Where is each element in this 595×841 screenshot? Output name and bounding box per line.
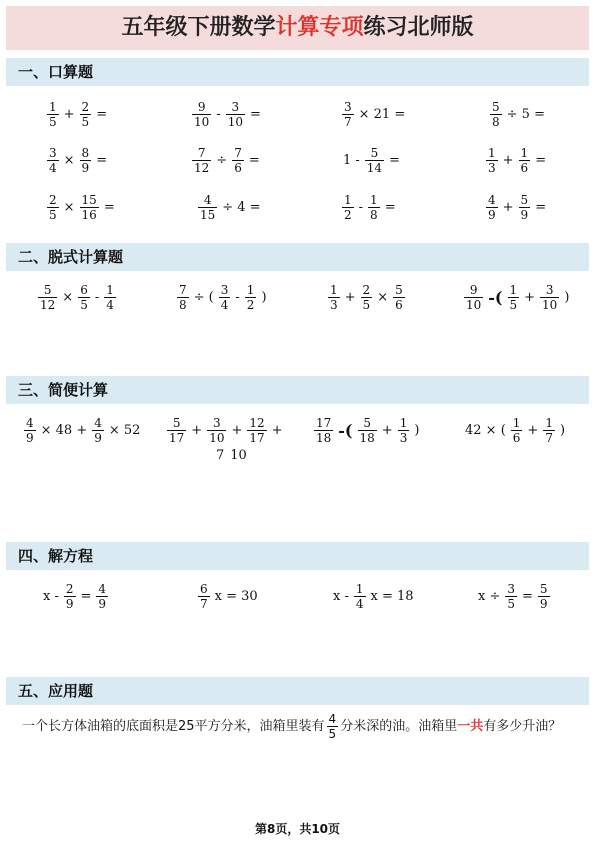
fraction-denominator: 6 xyxy=(520,161,529,175)
fraction-numerator: 5 xyxy=(370,146,379,160)
operator-text: = xyxy=(248,153,260,168)
fraction-numerator: 6 xyxy=(200,582,208,596)
simplify-problem xyxy=(312,416,422,445)
fraction-numerator: 9 xyxy=(197,100,206,114)
fraction-denominator: 3 xyxy=(488,161,496,175)
fraction-numerator: 3 xyxy=(344,100,352,114)
mental-problem xyxy=(45,146,110,175)
fraction-numerator: 1 xyxy=(488,146,496,160)
fraction-numerator: 2 xyxy=(49,193,57,207)
operator-text: + xyxy=(502,153,514,168)
fraction-denominator: 10 xyxy=(209,431,225,445)
fraction-numerator: 1 xyxy=(106,283,114,297)
operator-text: × 52 xyxy=(108,423,141,438)
fraction xyxy=(508,283,520,312)
stepwise-problem xyxy=(326,283,407,312)
operator-text: = xyxy=(249,107,261,122)
fraction-numerator: 1 xyxy=(399,416,408,430)
operator-text: = xyxy=(535,200,547,215)
fraction-denominator: 9 xyxy=(539,597,548,611)
fraction-numerator: 5 xyxy=(520,193,529,207)
fraction-numerator: 2 xyxy=(81,100,90,114)
fraction-numerator: 2 xyxy=(65,582,74,596)
fraction-denominator: 9 xyxy=(26,431,34,445)
fraction xyxy=(207,416,226,445)
fraction-numerator: 6 xyxy=(80,283,88,297)
simplify-problem xyxy=(22,416,143,445)
fraction xyxy=(342,193,354,222)
operator-text: × 21 = xyxy=(358,107,406,122)
fraction xyxy=(328,283,340,312)
mental-problem xyxy=(484,146,549,175)
fraction-numerator: 1 xyxy=(355,582,364,596)
fraction-numerator: 1 xyxy=(545,416,553,430)
fraction-numerator: 4 xyxy=(26,416,34,430)
fraction-numerator: 7 xyxy=(234,146,242,160)
operator-text: -( xyxy=(488,288,503,307)
fraction xyxy=(354,582,366,611)
fraction-denominator: 5 xyxy=(80,298,88,312)
operator-text: 10 xyxy=(230,448,247,463)
fraction-denominator: 3 xyxy=(399,431,408,445)
simplify-problem xyxy=(462,416,568,445)
operator-text: - xyxy=(216,107,221,122)
operator-text: + xyxy=(344,290,356,305)
section-header-equations: 四、解方程 xyxy=(6,542,589,570)
word-problem-text-3: 有多少升油？ xyxy=(483,719,562,734)
operator-text: + xyxy=(63,107,75,122)
operator-text: = xyxy=(96,107,108,122)
fraction xyxy=(342,100,354,129)
page-title xyxy=(6,6,589,50)
section-header-stepwise: 二、脱式计算题 xyxy=(6,243,589,271)
fraction xyxy=(314,416,333,445)
section-header-word-problem: 五、应用题 xyxy=(6,677,589,705)
fraction-denominator: 7 xyxy=(545,431,553,445)
stepwise-problem xyxy=(36,283,118,312)
fraction xyxy=(177,283,189,312)
fraction-denominator: 9 xyxy=(81,161,90,175)
operator-text: ) xyxy=(564,290,570,305)
equation xyxy=(330,582,417,611)
fraction-denominator: 8 xyxy=(492,115,500,129)
fraction-numerator: 2 xyxy=(362,283,371,297)
operator-text: 42 × ( xyxy=(465,423,506,438)
fraction-denominator: 6 xyxy=(234,161,242,175)
fraction-denominator: 7 xyxy=(200,597,208,611)
title-part3: 练习北师版 xyxy=(363,15,474,40)
fraction xyxy=(80,100,92,129)
fraction xyxy=(543,416,555,445)
fraction xyxy=(38,283,57,312)
fraction-numerator: 5 xyxy=(492,100,500,114)
equation xyxy=(475,582,552,611)
fraction-numerator: 17 xyxy=(316,416,332,430)
mental-problem xyxy=(196,193,264,222)
fraction-numerator: 3 xyxy=(545,283,554,297)
operator-text: 1 - xyxy=(343,153,360,168)
fraction-denominator: 18 xyxy=(359,431,375,445)
fraction-denominator: 4 xyxy=(106,298,114,312)
fraction-denominator: 4 xyxy=(49,161,57,175)
fraction-numerator: 3 xyxy=(220,283,229,297)
mental-problem xyxy=(340,193,399,222)
fraction-denominator: 17 xyxy=(169,431,185,445)
fraction xyxy=(47,100,59,129)
fraction-denominator: 9 xyxy=(65,597,74,611)
operator-text: + xyxy=(502,200,514,215)
fraction-numerator: 7 xyxy=(179,283,187,297)
operator-text: × xyxy=(63,153,75,168)
operator-text: × xyxy=(62,290,74,305)
operator-text: ) xyxy=(414,423,420,438)
fraction xyxy=(96,582,108,611)
fraction xyxy=(192,100,211,129)
operator-text: = xyxy=(103,200,115,215)
operator-text: - xyxy=(358,200,364,215)
mental-problem xyxy=(484,193,549,222)
fraction-denominator: 12 xyxy=(40,298,56,312)
fraction-numerator: 5 xyxy=(539,582,548,596)
fraction-denominator: 6 xyxy=(395,298,403,312)
equation xyxy=(40,582,110,611)
operator-text: x = 18 xyxy=(370,589,414,604)
fraction-numerator: 1 xyxy=(246,283,255,297)
operator-text: + xyxy=(231,423,243,438)
operator-text: ÷ 4 = xyxy=(222,200,261,215)
section-header-simplify: 三、简便计算 xyxy=(6,376,589,404)
fraction xyxy=(24,416,36,445)
fraction-numerator: 3 xyxy=(507,582,515,596)
fraction-denominator: 15 xyxy=(200,208,216,222)
fraction-numerator: 1 xyxy=(509,283,518,297)
mental-problem xyxy=(45,193,118,222)
operator-text: + xyxy=(191,423,203,438)
fraction xyxy=(393,283,405,312)
fraction-numerator: 4 xyxy=(328,712,337,726)
fraction xyxy=(361,283,373,312)
operator-text: - xyxy=(235,290,240,305)
operator-text: = xyxy=(535,153,547,168)
fraction-numerator: 3 xyxy=(213,416,221,430)
operator-text: x ÷ xyxy=(478,589,501,604)
fraction xyxy=(398,416,410,445)
fraction xyxy=(247,416,266,445)
fraction xyxy=(540,283,559,312)
fraction-denominator: 16 xyxy=(81,208,97,222)
operator-text: × xyxy=(63,200,75,215)
operator-text: 7 xyxy=(216,448,225,463)
mental-problem xyxy=(340,100,408,129)
operator-text: ) xyxy=(559,423,566,438)
fraction-denominator: 3 xyxy=(330,298,338,312)
fraction xyxy=(538,582,550,611)
fraction xyxy=(219,283,231,312)
stepwise-problem xyxy=(175,283,270,312)
operator-text: × xyxy=(377,290,389,305)
fraction xyxy=(365,146,384,175)
operator-text: ) xyxy=(261,290,267,305)
fraction-denominator: 17 xyxy=(249,431,265,445)
fraction xyxy=(47,146,59,175)
equation xyxy=(196,582,261,611)
fraction-denominator: 10 xyxy=(542,298,558,312)
mental-problem xyxy=(488,100,548,129)
fraction-numerator: 5 xyxy=(172,416,181,430)
operator-text: = xyxy=(522,589,533,604)
fraction-numerator: 4 xyxy=(98,582,107,596)
fraction-denominator: 5 xyxy=(362,298,371,312)
simplify-problem-wrap xyxy=(213,448,250,463)
fraction-numerator: 4 xyxy=(94,416,102,430)
fraction-numerator: 1 xyxy=(520,146,529,160)
fraction xyxy=(64,582,76,611)
fraction-denominator: 2 xyxy=(344,208,352,222)
fraction xyxy=(505,582,517,611)
operator-text: = xyxy=(80,589,92,604)
operator-text: - xyxy=(94,290,100,305)
fraction xyxy=(486,146,498,175)
operator-text: -( xyxy=(338,421,353,440)
fraction-numerator: 5 xyxy=(363,416,371,430)
mental-problem xyxy=(340,146,403,175)
fraction xyxy=(232,146,244,175)
fraction-denominator: 5 xyxy=(81,115,90,129)
word-problem-fraction xyxy=(327,712,339,741)
fraction xyxy=(104,283,116,312)
stepwise-problem xyxy=(462,283,572,312)
operator-text: = xyxy=(96,153,108,168)
fraction-numerator: 3 xyxy=(231,100,240,114)
fraction-denominator: 10 xyxy=(194,115,210,129)
word-problem-highlight: 一共 xyxy=(457,719,484,734)
mental-problem xyxy=(190,100,264,129)
fraction-denominator: 10 xyxy=(466,298,482,312)
fraction-numerator: 1 xyxy=(330,283,338,297)
fraction xyxy=(167,416,186,445)
fraction-numerator: 8 xyxy=(81,146,90,160)
fraction-denominator: 5 xyxy=(509,298,518,312)
fraction xyxy=(368,193,380,222)
fraction-numerator: 7 xyxy=(197,146,206,160)
page-footer: 第8页，共10页 xyxy=(254,822,341,836)
mental-problem xyxy=(190,146,263,175)
fraction-numerator: 12 xyxy=(249,416,265,430)
fraction xyxy=(519,146,531,175)
fraction xyxy=(47,193,59,222)
fraction-denominator: 4 xyxy=(220,298,229,312)
operator-text: = xyxy=(384,200,396,215)
fraction-numerator: 9 xyxy=(469,283,478,297)
fraction xyxy=(198,582,210,611)
operator-text: ÷ ( xyxy=(193,290,214,305)
fraction-numerator: 5 xyxy=(43,283,52,297)
fraction-numerator: 1 xyxy=(370,193,378,207)
operator-text: x - xyxy=(43,589,59,604)
operator-text: x = 30 xyxy=(214,589,258,604)
fraction-numerator: 4 xyxy=(488,193,496,207)
fraction xyxy=(519,193,531,222)
fraction-denominator: 18 xyxy=(316,431,332,445)
section-header-mental: 一、口算题 xyxy=(6,58,589,86)
fraction-denominator: 10 xyxy=(227,115,243,129)
mental-problem xyxy=(45,100,110,129)
fraction-denominator: 4 xyxy=(355,597,364,611)
fraction xyxy=(78,283,90,312)
fraction-denominator: 7 xyxy=(344,115,352,129)
simplify-problem xyxy=(165,416,286,445)
fraction-denominator: 5 xyxy=(328,727,337,741)
fraction-numerator: 4 xyxy=(203,193,212,207)
word-problem-text-1: 一个长方体油箱的底面积是25平方分米，油箱里装有 xyxy=(22,719,325,734)
operator-text: ÷ xyxy=(216,153,228,168)
fraction xyxy=(80,193,99,222)
fraction-denominator: 5 xyxy=(49,208,57,222)
title-highlight: 计算专项 xyxy=(275,15,364,40)
fraction xyxy=(92,416,104,445)
fraction-numerator: 15 xyxy=(81,193,97,207)
fraction xyxy=(198,193,217,222)
fraction-denominator: 9 xyxy=(94,431,102,445)
word-problem-text-2: 分米深的油。油箱里 xyxy=(340,719,458,734)
operator-text: + xyxy=(381,423,393,438)
fraction xyxy=(192,146,211,175)
fraction-numerator: 1 xyxy=(49,100,57,114)
fraction-numerator: 1 xyxy=(344,193,352,207)
operator-text: + xyxy=(271,423,283,438)
fraction-denominator: 9 xyxy=(520,208,529,222)
operator-text: ÷ 5 = xyxy=(506,107,545,122)
fraction-numerator: 1 xyxy=(512,416,521,430)
fraction-denominator: 6 xyxy=(512,431,521,445)
title-part1: 五年级下册数学 xyxy=(121,15,276,40)
fraction xyxy=(490,100,502,129)
operator-text: = xyxy=(389,153,400,168)
fraction-denominator: 9 xyxy=(98,597,107,611)
fraction-denominator: 2 xyxy=(246,298,255,312)
fraction-denominator: 14 xyxy=(366,161,383,175)
operator-text: × 48 + xyxy=(40,423,88,438)
fraction xyxy=(80,146,92,175)
operator-text: + xyxy=(527,423,539,438)
fraction-numerator: 3 xyxy=(49,146,57,160)
word-problem xyxy=(22,712,575,742)
fraction-numerator: 5 xyxy=(395,283,403,297)
fraction-denominator: 5 xyxy=(507,597,515,611)
fraction xyxy=(245,283,257,312)
fraction xyxy=(464,283,483,312)
fraction xyxy=(226,100,245,129)
fraction-denominator: 8 xyxy=(370,208,378,222)
fraction xyxy=(358,416,377,445)
fraction xyxy=(511,416,523,445)
fraction-denominator: 9 xyxy=(488,208,496,222)
fraction-denominator: 12 xyxy=(194,161,210,175)
operator-text: + xyxy=(524,290,536,305)
fraction-denominator: 5 xyxy=(49,115,57,129)
fraction xyxy=(486,193,498,222)
fraction-denominator: 8 xyxy=(179,298,187,312)
operator-text: x - xyxy=(333,589,349,604)
